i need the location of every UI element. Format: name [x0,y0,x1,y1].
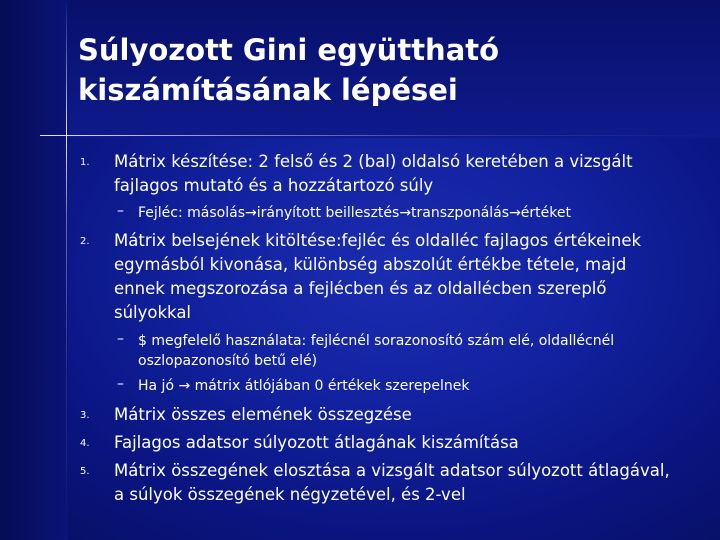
list-number: 1. [80,157,90,168]
sub-item-text [138,331,708,371]
sub-bullet-dash: – [117,203,124,219]
list-number: 4. [80,438,90,449]
sub-item-part: értéket [520,205,571,221]
sub-item-part: Fejléc: másolás [138,205,245,221]
list-item-line: Mátrix összegének elosztása a vizsgált adatsor súlyozott átlagával, [114,461,670,480]
arrow-right-icon: → [178,378,191,394]
list-item-line: Mátrix készítése: 2 felső és 2 (bal) oldalsó keretében a vizsgált [114,152,633,171]
list-item-text [114,229,704,325]
sub-item-line: $ megfelelő használata: fejlécnél sorazonosító szám elé, oldallécnél [138,333,615,349]
list-item-text [114,459,704,507]
sub-item-part: mátrix átlójában 0 értékek szerepelnek [190,378,470,394]
title-line-1: Súlyozott Gini együttható [78,33,500,67]
list-item-line: Mátrix összes elemének összegzése [114,405,412,424]
list-item-text [114,431,704,455]
list-item-line: a súlyok összegének négyzetével, és 2-vel [114,485,466,504]
list-number: 3. [80,410,90,421]
sub-item-text [138,376,708,396]
list-item-line: egymásból kivonása, különbség abszolút értékbe tétele, majd [114,255,627,274]
sub-bullet-dash: – [117,376,124,392]
sub-item-part: Ha jó [138,378,179,394]
list-item-text [114,150,704,198]
sub-bullet-dash: – [117,331,124,347]
list-number: 5. [80,466,90,477]
sub-item-text [138,203,708,223]
sub-item-part: irányított beillesztés [256,205,400,221]
list-item-text [114,403,704,427]
sub-item-line: oszlopazonosító betű elé) [138,353,318,369]
arrow-right-icon: → [245,205,257,221]
list-item-line: súlyokkal [114,303,192,322]
list-item-line: Fajlagos adatsor súlyozott átlagának kiszámítása [114,433,519,452]
sub-item-part: transzponálás [411,205,510,221]
title-line-2: kiszámításának lépései [78,73,458,107]
list-item-line: fajlagos mutató és a hozzátartozó súly [114,176,434,195]
list-item-line: ennek megszorozása a fejlécben és az oldallécben szereplő [114,279,607,298]
list-number: 2. [80,236,90,247]
arrow-right-icon: → [399,205,412,221]
list-item-line: Mátrix belsejének kitöltése:fejléc és oldalléc fajlagos értékeinek [114,231,642,250]
arrow-right-icon: → [509,205,521,221]
